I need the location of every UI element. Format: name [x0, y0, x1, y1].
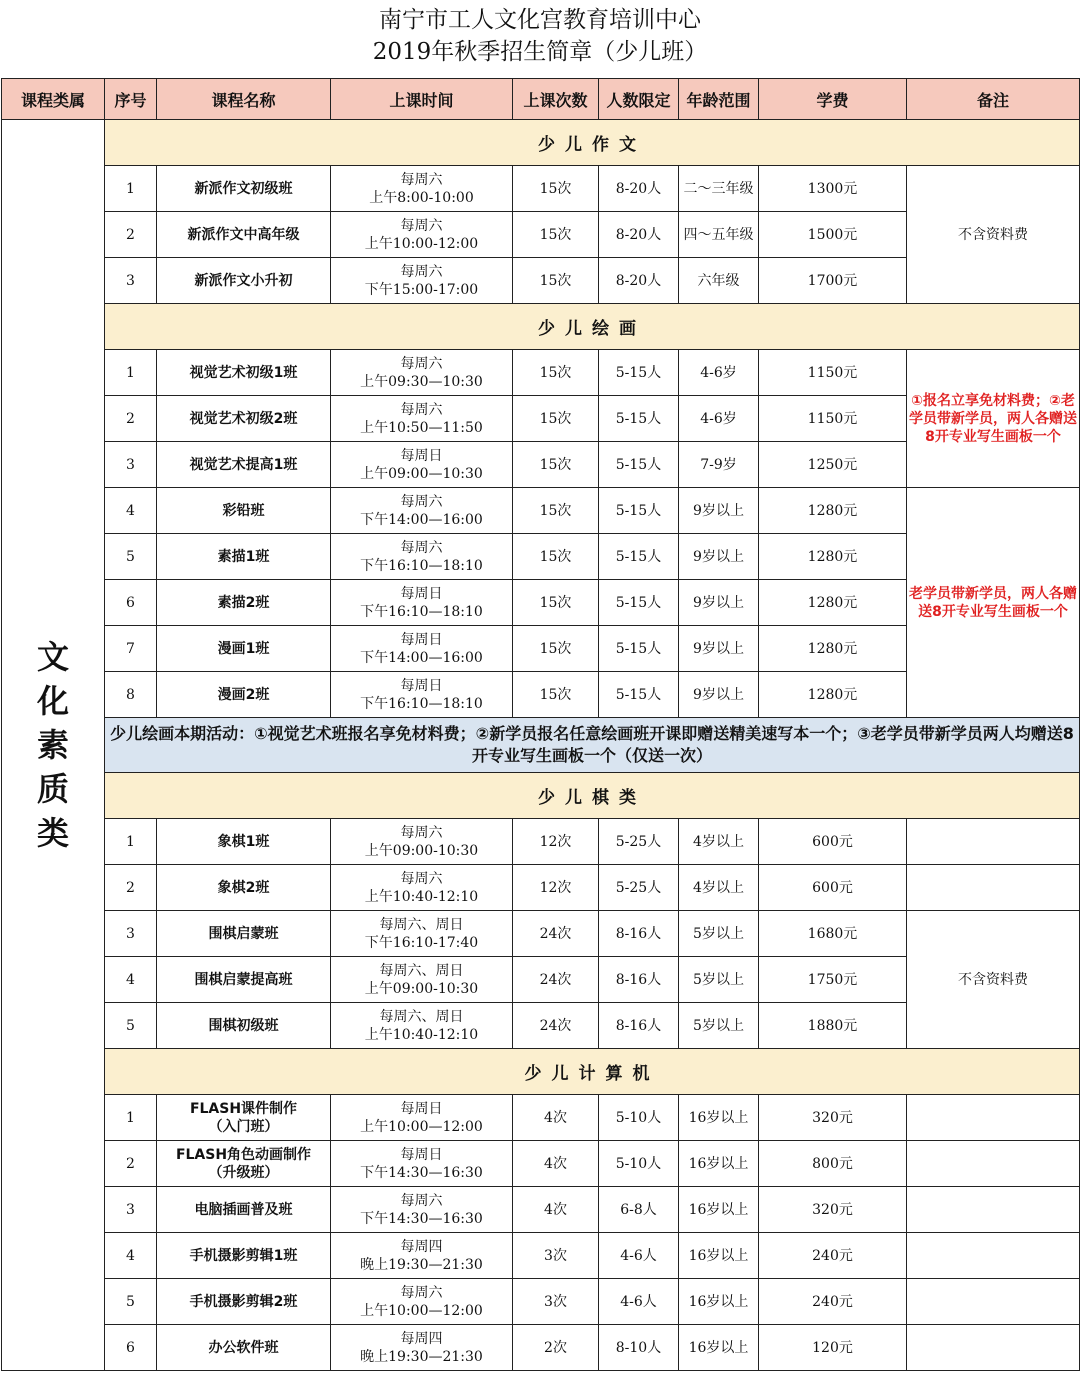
course-count: 3次: [513, 1279, 599, 1325]
course-time: [331, 534, 513, 580]
course-day: 每周日: [400, 1146, 443, 1163]
header-fee: 学费: [759, 79, 907, 120]
course-no: 4: [105, 488, 157, 534]
course-time: [331, 1095, 513, 1141]
note-cell: 不含资料费: [907, 166, 1080, 304]
course-time: [331, 442, 513, 488]
table-row: [2, 819, 1080, 865]
course-count: 24次: [513, 1003, 599, 1049]
course-age: 9岁以上: [679, 488, 759, 534]
section-title: 少儿棋类: [105, 773, 1080, 819]
course-size: 5-15人: [599, 672, 679, 718]
course-size: 5-10人: [599, 1095, 679, 1141]
table-header-row: [2, 79, 1080, 120]
category-label: 文化素质类: [37, 638, 70, 852]
course-time: [331, 911, 513, 957]
course-fee: 1750元: [759, 957, 907, 1003]
course-count: 15次: [513, 258, 599, 304]
course-name-cell: [157, 865, 331, 911]
course-no: 5: [105, 534, 157, 580]
course-name: 围棋初级班: [208, 1017, 279, 1034]
course-no: 1: [105, 350, 157, 396]
table-row: [2, 1233, 1080, 1279]
course-name-cell: [157, 580, 331, 626]
promo-note-1: ①报名立享免材料费；②老学员带新学员，两人各赠送8开专业写生画板一个: [907, 350, 1080, 488]
course-count: 3次: [513, 1233, 599, 1279]
course-age: 4-6岁: [679, 350, 759, 396]
course-day: 每周六、周日: [379, 962, 464, 979]
course-time: [331, 1003, 513, 1049]
course-hours: 上午09:00—10:30: [360, 465, 483, 482]
course-name-cell: [157, 819, 331, 865]
course-size: 5-25人: [599, 865, 679, 911]
course-size: 5-15人: [599, 442, 679, 488]
course-count: 15次: [513, 580, 599, 626]
section-row: [2, 120, 1080, 166]
course-time: [331, 258, 513, 304]
course-hours: 上午8:00-10:00: [369, 189, 474, 206]
course-hours: 下午14:00—16:00: [360, 649, 483, 666]
course-time: [331, 1325, 513, 1371]
course-name-sub: （升级班）: [208, 1164, 279, 1181]
course-age: 9岁以上: [679, 580, 759, 626]
course-fee: 320元: [759, 1187, 907, 1233]
course-name-cell: [157, 534, 331, 580]
table-row: [2, 166, 1080, 212]
course-fee: 800元: [759, 1141, 907, 1187]
course-time: [331, 580, 513, 626]
course-size: 8-10人: [599, 1325, 679, 1371]
table-row: [2, 488, 1080, 534]
course-count: 4次: [513, 1095, 599, 1141]
course-age: 4岁以上: [679, 865, 759, 911]
course-no: 3: [105, 911, 157, 957]
course-hours: 上午09:30—10:30: [360, 373, 483, 390]
course-name-cell: [157, 1141, 331, 1187]
course-age: 4岁以上: [679, 819, 759, 865]
course-name: 电脑插画普及班: [194, 1201, 293, 1218]
course-size: 8-16人: [599, 1003, 679, 1049]
course-age: 16岁以上: [679, 1141, 759, 1187]
note-cell: 不含资料费: [907, 911, 1080, 1049]
course-no: 1: [105, 1095, 157, 1141]
course-size: 6-8人: [599, 1187, 679, 1233]
course-count: 15次: [513, 350, 599, 396]
course-size: 5-15人: [599, 396, 679, 442]
header-course-name: 课程名称: [157, 79, 331, 120]
course-name-cell: [157, 672, 331, 718]
course-size: 5-15人: [599, 488, 679, 534]
course-name-sub: （入门班）: [208, 1118, 279, 1135]
course-time: [331, 819, 513, 865]
course-hours: 晚上19:30—21:30: [360, 1256, 483, 1273]
course-name: 视觉艺术提高1班: [189, 456, 298, 473]
course-no: 7: [105, 626, 157, 672]
course-day: 每周六: [400, 171, 443, 188]
course-count: 15次: [513, 212, 599, 258]
course-name: 围棋启蒙班: [208, 925, 279, 942]
course-name-cell: [157, 1325, 331, 1371]
course-size: 8-20人: [599, 212, 679, 258]
course-name: 新派作文小升初: [194, 272, 293, 289]
course-name-cell: [157, 212, 331, 258]
course-fee: 1280元: [759, 580, 907, 626]
course-name-cell: [157, 396, 331, 442]
course-name: 象棋1班: [217, 833, 270, 850]
course-name: 视觉艺术初级2班: [189, 410, 298, 427]
header-no: 序号: [105, 79, 157, 120]
course-fee: 1280元: [759, 626, 907, 672]
course-name-cell: [157, 911, 331, 957]
course-age: 二～三年级: [679, 166, 759, 212]
promo-note-2: 老学员带新学员，两人各赠送8开专业写生画板一个: [907, 488, 1080, 718]
note-cell-empty: [907, 819, 1080, 865]
course-size: 5-15人: [599, 534, 679, 580]
course-name: FLASH角色动画制作: [175, 1146, 312, 1163]
course-name: 漫画1班: [217, 640, 270, 657]
course-fee: 1280元: [759, 672, 907, 718]
course-count: 15次: [513, 672, 599, 718]
note-cell-empty: [907, 1325, 1080, 1371]
course-day: 每周六: [400, 539, 443, 556]
header-category: 课程类属: [2, 79, 105, 120]
course-hours: 下午16:10-17:40: [364, 934, 479, 951]
course-day: 每周四: [400, 1238, 443, 1255]
course-time: [331, 396, 513, 442]
course-size: 5-25人: [599, 819, 679, 865]
note-cell-empty: [907, 1187, 1080, 1233]
course-day: 每周日: [400, 1100, 443, 1117]
course-fee: 600元: [759, 819, 907, 865]
course-count: 24次: [513, 911, 599, 957]
course-time: [331, 865, 513, 911]
course-no: 4: [105, 1233, 157, 1279]
course-age: 16岁以上: [679, 1325, 759, 1371]
course-time: [331, 626, 513, 672]
course-age: 六年级: [679, 258, 759, 304]
section-row: [2, 1049, 1080, 1095]
course-day: 每周日: [400, 677, 443, 694]
course-name-cell: [157, 1003, 331, 1049]
course-day: 每周六、周日: [379, 1008, 464, 1025]
course-count: 15次: [513, 534, 599, 580]
course-hours: 上午10:00—12:00: [360, 1302, 483, 1319]
activity-row: [2, 718, 1080, 773]
header-size: 人数限定: [599, 79, 679, 120]
course-hours: 下午16:10—18:10: [360, 695, 483, 712]
course-count: 15次: [513, 396, 599, 442]
course-fee: 1150元: [759, 350, 907, 396]
course-name-cell: [157, 488, 331, 534]
table-row: [2, 1279, 1080, 1325]
course-no: 3: [105, 1187, 157, 1233]
course-age: 16岁以上: [679, 1095, 759, 1141]
course-day: 每周六: [400, 870, 443, 887]
course-no: 5: [105, 1003, 157, 1049]
course-age: 16岁以上: [679, 1233, 759, 1279]
table-row: [2, 350, 1080, 396]
course-name: 新派作文初级班: [194, 180, 293, 197]
table-row: [2, 865, 1080, 911]
activity-text: 少儿绘画本期活动：①视觉艺术班报名享免材料费；②新学员报名任意绘画班开课即赠送精美速写本一个；③老学员带新学员两人均赠送8开专业写生画板一个（仅送一次）: [105, 718, 1080, 773]
course-name: 象棋2班: [217, 879, 270, 896]
section-title: 少儿绘画: [105, 304, 1080, 350]
course-name: 漫画2班: [217, 686, 270, 703]
course-name-cell: [157, 1095, 331, 1141]
course-time: [331, 1233, 513, 1279]
course-day: 每周六: [400, 1192, 443, 1209]
course-name-cell: [157, 626, 331, 672]
course-size: 8-16人: [599, 957, 679, 1003]
course-no: 2: [105, 212, 157, 258]
course-no: 6: [105, 580, 157, 626]
course-age: 4-6岁: [679, 396, 759, 442]
header-time: 上课时间: [331, 79, 513, 120]
course-fee: 120元: [759, 1325, 907, 1371]
course-size: 5-15人: [599, 580, 679, 626]
course-time: [331, 212, 513, 258]
course-age: 9岁以上: [679, 672, 759, 718]
course-name-cell: [157, 957, 331, 1003]
page-subtitle: 2019年秋季招生简章（少儿班）: [372, 39, 708, 65]
course-fee: 1880元: [759, 1003, 907, 1049]
note-cell-empty: [907, 1095, 1080, 1141]
course-time: [331, 957, 513, 1003]
course-count: 4次: [513, 1187, 599, 1233]
course-hours: 下午16:10—18:10: [360, 603, 483, 620]
course-no: 2: [105, 1141, 157, 1187]
course-no: 2: [105, 865, 157, 911]
course-count: 4次: [513, 1141, 599, 1187]
course-day: 每周六: [400, 1284, 443, 1301]
course-name-cell: [157, 1187, 331, 1233]
course-name: 素描2班: [217, 594, 270, 611]
category-cell: [2, 120, 105, 1371]
course-name: 素描1班: [217, 548, 270, 565]
course-name: 新派作文中高年级: [187, 226, 300, 243]
course-hours: 下午14:00—16:00: [360, 511, 483, 528]
course-hours: 上午10:50—11:50: [360, 419, 483, 436]
course-count: 12次: [513, 819, 599, 865]
course-day: 每周六: [400, 263, 443, 280]
course-name-cell: [157, 1233, 331, 1279]
course-name: 围棋启蒙提高班: [194, 971, 293, 988]
course-no: 1: [105, 166, 157, 212]
table-row: [2, 1095, 1080, 1141]
course-time: [331, 488, 513, 534]
course-no: 8: [105, 672, 157, 718]
table-row: [2, 1325, 1080, 1371]
course-name-cell: [157, 350, 331, 396]
course-count: 2次: [513, 1325, 599, 1371]
course-count: 24次: [513, 957, 599, 1003]
course-day: 每周六: [400, 355, 443, 372]
course-no: 6: [105, 1325, 157, 1371]
course-hours: 下午14:30—16:30: [360, 1164, 483, 1181]
course-size: 5-10人: [599, 1141, 679, 1187]
section-title: 少儿计算机: [105, 1049, 1080, 1095]
course-age: 5岁以上: [679, 957, 759, 1003]
course-hours: 上午10:00—12:00: [360, 1118, 483, 1135]
header-note: 备注: [907, 79, 1080, 120]
course-hours: 上午10:40-12:10: [364, 1026, 479, 1043]
header-count: 上课次数: [513, 79, 599, 120]
course-no: 2: [105, 396, 157, 442]
course-fee: 240元: [759, 1279, 907, 1325]
course-time: [331, 1187, 513, 1233]
course-time: [331, 166, 513, 212]
table-row: [2, 1141, 1080, 1187]
course-day: 每周日: [400, 631, 443, 648]
course-hours: 上午10:00-12:00: [364, 235, 479, 252]
course-no: 4: [105, 957, 157, 1003]
course-day: 每周六: [400, 493, 443, 510]
course-fee: 320元: [759, 1095, 907, 1141]
course-fee: 1280元: [759, 488, 907, 534]
course-size: 4-6人: [599, 1279, 679, 1325]
course-time: [331, 672, 513, 718]
course-count: 12次: [513, 865, 599, 911]
course-hours: 上午09:00-10:30: [364, 980, 479, 997]
note-cell-empty: [907, 865, 1080, 911]
note-cell-empty: [907, 1279, 1080, 1325]
course-age: 16岁以上: [679, 1279, 759, 1325]
course-table: [1, 78, 1080, 1371]
section-row: [2, 304, 1080, 350]
table-row: [2, 1187, 1080, 1233]
course-name: 手机摄影剪辑1班: [189, 1247, 298, 1264]
course-name-cell: [157, 166, 331, 212]
course-no: 3: [105, 258, 157, 304]
course-day: 每周四: [400, 1330, 443, 1347]
course-age: 16岁以上: [679, 1187, 759, 1233]
course-name: 办公软件班: [208, 1339, 279, 1356]
course-age: 5岁以上: [679, 911, 759, 957]
course-day: 每周六: [400, 217, 443, 234]
course-fee: 1280元: [759, 534, 907, 580]
course-day: 每周六: [400, 824, 443, 841]
course-size: 8-20人: [599, 258, 679, 304]
course-name: 视觉艺术初级1班: [189, 364, 298, 381]
course-count: 15次: [513, 626, 599, 672]
course-no: 5: [105, 1279, 157, 1325]
header-age: 年龄范围: [679, 79, 759, 120]
course-age: 四～五年级: [679, 212, 759, 258]
course-hours: 晚上19:30—21:30: [360, 1348, 483, 1365]
section-title: 少儿作文: [105, 120, 1080, 166]
course-size: 5-15人: [599, 626, 679, 672]
course-name: 彩铅班: [222, 502, 265, 519]
course-fee: 600元: [759, 865, 907, 911]
course-no: 1: [105, 819, 157, 865]
course-hours: 下午15:00-17:00: [364, 281, 479, 298]
course-name: FLASH课件制作: [189, 1100, 298, 1117]
course-fee: 240元: [759, 1233, 907, 1279]
course-count: 15次: [513, 442, 599, 488]
course-size: 8-16人: [599, 911, 679, 957]
course-count: 15次: [513, 166, 599, 212]
course-day: 每周六: [400, 401, 443, 418]
course-fee: 1300元: [759, 166, 907, 212]
course-fee: 1250元: [759, 442, 907, 488]
course-hours: 上午09:00-10:30: [364, 842, 479, 859]
course-fee: 1500元: [759, 212, 907, 258]
course-hours: 下午16:10—18:10: [360, 557, 483, 574]
course-fee: 1680元: [759, 911, 907, 957]
course-count: 15次: [513, 488, 599, 534]
section-row: [2, 773, 1080, 819]
course-name: 手机摄影剪辑2班: [189, 1293, 298, 1310]
note-cell-empty: [907, 1233, 1080, 1279]
course-hours: 上午10:40-12:10: [364, 888, 479, 905]
course-size: 4-6人: [599, 1233, 679, 1279]
course-size: 5-15人: [599, 350, 679, 396]
table-row: [2, 911, 1080, 957]
course-day: 每周日: [400, 585, 443, 602]
note-cell-empty: [907, 1141, 1080, 1187]
course-age: 9岁以上: [679, 626, 759, 672]
course-time: [331, 1279, 513, 1325]
course-day: 每周日: [400, 447, 443, 464]
page-title: 南宁市工人文化宫教育培训中心: [379, 7, 701, 33]
course-size: 8-20人: [599, 166, 679, 212]
course-no: 3: [105, 442, 157, 488]
course-day: 每周六、周日: [379, 916, 464, 933]
page-header: [0, 0, 1080, 78]
course-time: [331, 350, 513, 396]
course-name-cell: [157, 1279, 331, 1325]
course-age: 5岁以上: [679, 1003, 759, 1049]
course-fee: 1150元: [759, 396, 907, 442]
course-age: 7-9岁: [679, 442, 759, 488]
course-hours: 下午14:30—16:30: [360, 1210, 483, 1227]
course-name-cell: [157, 442, 331, 488]
course-fee: 1700元: [759, 258, 907, 304]
course-age: 9岁以上: [679, 534, 759, 580]
course-time: [331, 1141, 513, 1187]
course-name-cell: [157, 258, 331, 304]
